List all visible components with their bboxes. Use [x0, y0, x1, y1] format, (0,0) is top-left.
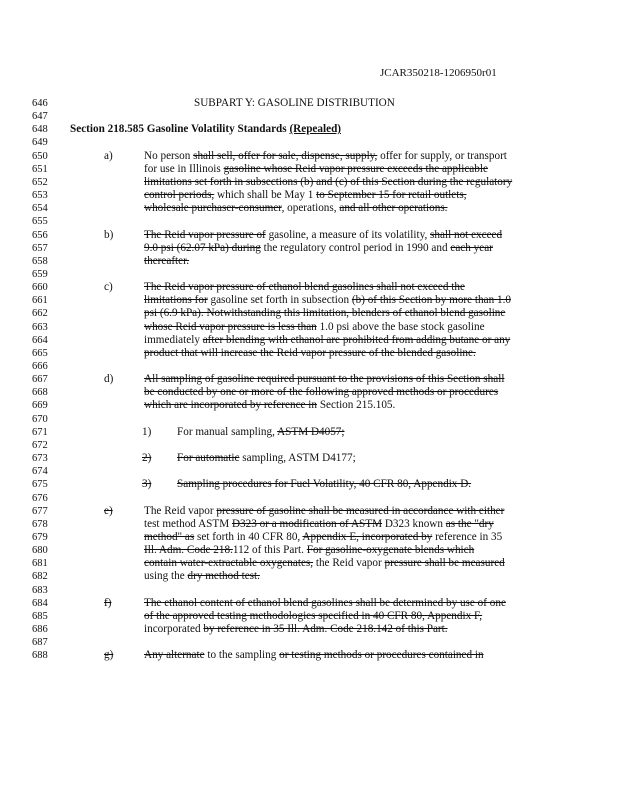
text-segment: immediately: [144, 333, 203, 346]
subsection-label: e): [104, 504, 113, 517]
line-text: [144, 202, 447, 215]
document-line: [32, 649, 592, 662]
line-number: 682: [32, 571, 48, 583]
document-line: [32, 584, 592, 597]
document-line: [32, 202, 592, 215]
line-text: [144, 610, 482, 623]
document-line: [32, 465, 592, 478]
line-number: 662: [32, 308, 48, 320]
line-number: 655: [32, 216, 48, 228]
document-line: [32, 176, 592, 189]
struck-text: by reference in 35 Ill. Adm. Code 218.142 of this Part.: [203, 623, 448, 635]
text-segment: set forth in 40 CFR 80,: [194, 530, 303, 543]
line-number: 678: [32, 518, 48, 530]
text-segment: 1.0 psi above the base stock gasoline: [316, 320, 485, 333]
struck-text: dry method test.: [187, 570, 260, 583]
document-line: [32, 386, 592, 399]
subsection-label: b): [104, 228, 114, 241]
line-text: [177, 452, 356, 465]
struck-text: of the approved testing methodologies specified in 40 CFR 80, Appendix F,: [144, 609, 483, 622]
struck-text: For gasoline-oxygenate blends which: [306, 544, 475, 557]
line-number: 668: [32, 387, 48, 399]
line-number: 676: [32, 492, 48, 504]
document-line: [32, 229, 592, 242]
subsection-label: a): [104, 149, 113, 162]
document-line: [32, 294, 592, 307]
document-line: [32, 439, 592, 452]
document-line: [32, 97, 592, 110]
struck-text: be conducted by one or more of the following approved methods or procedures: [144, 386, 499, 399]
struck-text: Sampling procedures for Fuel Volatility, 40 CFR 80, Appendix D.: [177, 478, 472, 491]
line-number: 685: [32, 610, 48, 622]
line-text: [144, 189, 467, 202]
document-line: [32, 373, 592, 386]
document-line: [32, 413, 592, 426]
subsection-label: c): [104, 281, 113, 294]
item-label: 1): [142, 425, 152, 438]
line-text: [144, 399, 395, 412]
line-text: [144, 557, 505, 570]
struck-text: control periods,: [144, 189, 215, 202]
line-text: [144, 163, 488, 176]
line-text: [144, 294, 511, 307]
text-segment: reference in 35: [432, 530, 503, 543]
document-line: [32, 557, 592, 570]
document-line: [32, 426, 592, 439]
document-line: [32, 242, 592, 255]
text-segment: (Repealed): [289, 123, 342, 136]
line-number: 654: [32, 203, 48, 215]
struck-text: D323 or a modification of ASTM: [231, 517, 383, 530]
item-label: 3): [142, 478, 152, 491]
line-number: 647: [32, 111, 48, 123]
line-number: 677: [32, 505, 48, 517]
document-line: [32, 110, 592, 123]
struck-text: The Reid vapor pressure of: [144, 228, 266, 241]
line-number: 681: [32, 558, 48, 570]
document-id: JCAR350218-1206950r01: [380, 67, 497, 79]
struck-text: limitations set forth in subsections (b) and (c) of this Section during the regulatory: [144, 175, 513, 188]
struck-text: after blending with ethanol are prohibited from adding butane or any: [202, 333, 511, 346]
struck-text: pressure shall be measured: [384, 557, 505, 570]
line-number: 660: [32, 282, 48, 294]
struck-text: and all other operations.: [339, 202, 448, 215]
line-number: 686: [32, 624, 48, 635]
line-number: 670: [32, 413, 48, 425]
struck-text: as the "dry: [445, 517, 494, 530]
text-segment: offer for supply, or transport: [377, 149, 507, 162]
line-text: [144, 347, 476, 360]
line-number: 649: [32, 137, 48, 149]
subsection-label: f): [104, 596, 112, 609]
line-text: [194, 97, 395, 110]
line-text: [144, 307, 505, 320]
text-segment: Section 215.105.: [317, 399, 396, 412]
line-text: [144, 281, 465, 294]
line-text: [177, 478, 471, 491]
line-number: 658: [32, 255, 48, 267]
line-number: 663: [32, 321, 48, 333]
line-number: 674: [32, 466, 48, 478]
struck-text: method" as: [144, 530, 195, 543]
text-segment: The Reid vapor: [144, 504, 217, 517]
document-line: [32, 492, 592, 505]
line-text: [144, 229, 502, 242]
struck-text: which are incorporated by reference in: [144, 399, 318, 412]
document-line: [32, 570, 592, 583]
struck-text: The Reid vapor pressure of ethanol blend gasolines shall not exceed the: [144, 281, 465, 294]
line-text: [144, 531, 502, 544]
line-number: 657: [32, 242, 48, 254]
struck-text: 9.0 psi (62.07 kPa) during: [144, 241, 261, 254]
line-number: 661: [32, 295, 48, 307]
document-line: [32, 255, 592, 268]
line-number: 646: [32, 98, 48, 109]
document-line: [32, 163, 592, 176]
struck-text: contain water-extractable oxygenates,: [144, 557, 314, 570]
line-text: [144, 334, 510, 347]
text-segment: sampling, ASTM D4177;: [239, 452, 356, 465]
document-line: [32, 399, 592, 412]
text-segment: SUBPART Y: GASOLINE DISTRIBUTION: [194, 97, 395, 109]
line-number: 648: [32, 124, 48, 136]
line-number: 656: [32, 229, 48, 241]
document-line: [32, 307, 592, 320]
document-line: [32, 518, 592, 531]
struck-text: each year: [450, 241, 493, 254]
item-label: 2): [142, 452, 152, 465]
struck-text: to September 15 for retail outlets,: [316, 189, 467, 202]
document-line: [32, 360, 592, 373]
document-line: [32, 347, 592, 360]
struck-text: whose Reid vapor pressure is less than: [144, 320, 317, 333]
document-line: [32, 215, 592, 228]
document-line: [32, 189, 592, 202]
text-segment: D323 known: [382, 517, 446, 530]
struck-text: For automatic: [177, 452, 240, 465]
line-number: 664: [32, 334, 48, 346]
struck-text: wholesale purchaser-consumer: [144, 202, 282, 215]
document-line: [32, 478, 592, 491]
line-number: 683: [32, 584, 48, 596]
text-segment: to the sampling: [204, 649, 280, 662]
document-line: [32, 623, 592, 636]
document-line: [32, 150, 592, 163]
struck-text: gasoline whose Reid vapor pressure exceeds the applicable: [223, 162, 488, 175]
text-segment: For manual sampling,: [177, 425, 278, 438]
line-number: 680: [32, 545, 48, 557]
line-number: 653: [32, 190, 48, 202]
line-text: [144, 505, 504, 518]
text-segment: for use in Illinois: [144, 162, 224, 175]
document-line: [32, 597, 592, 610]
struck-text: ASTM D4057;: [277, 425, 345, 438]
text-segment: the Reid vapor: [313, 557, 385, 570]
line-number: 650: [32, 150, 48, 162]
struck-text: (b) of this Section by more than 1.0: [351, 294, 511, 307]
struck-text: psi (6.9 kPa). Notwithstanding this limitation, blenders of ethanol blend gasoline: [144, 307, 506, 320]
line-number: 671: [32, 426, 48, 438]
struck-text: shall sell, offer for sale, dispense, supply,: [193, 149, 378, 162]
line-text: [144, 255, 189, 268]
document-line: [32, 636, 592, 649]
document-line: [32, 334, 592, 347]
text-segment: test method ASTM: [144, 517, 232, 530]
text-segment: Section 218.585 Gasoline Volatility Standards: [70, 123, 290, 136]
line-number: 672: [32, 439, 48, 451]
line-number: 673: [32, 453, 48, 465]
line-text: [144, 386, 498, 399]
line-text: [144, 570, 260, 583]
line-number: 679: [32, 531, 48, 543]
line-text: [144, 242, 493, 255]
struck-text: thereafter.: [144, 254, 190, 267]
document-line: [32, 505, 592, 518]
line-text: [144, 321, 485, 334]
line-text: [70, 123, 341, 136]
text-segment: using the: [144, 570, 188, 583]
struck-text: All sampling of gasoline required pursuant to the provisions of this Section shall: [144, 373, 505, 386]
document-line: [32, 268, 592, 281]
line-text: [144, 597, 506, 610]
line-text: [177, 426, 345, 439]
subsection-label: d): [104, 373, 114, 386]
line-number: 666: [32, 361, 48, 372]
line-number: 665: [32, 347, 48, 359]
document-line: [32, 136, 592, 149]
text-segment: which shall be May 1: [214, 189, 317, 202]
line-number: 687: [32, 637, 48, 649]
line-text: [144, 373, 504, 386]
line-number: 688: [32, 650, 48, 662]
line-number: 651: [32, 163, 48, 175]
document-line: [32, 321, 592, 334]
struck-text: limitations for: [144, 294, 208, 307]
text-segment: 112 of this Part.: [232, 544, 307, 557]
struck-text: Appendix E, incorporated by: [302, 530, 433, 543]
document-line: [32, 531, 592, 544]
line-number: 684: [32, 597, 48, 609]
line-number: 669: [32, 400, 48, 412]
text-segment: the regulatory control period in 1990 and: [260, 241, 451, 254]
document-line: [32, 281, 592, 294]
line-text: [144, 649, 484, 662]
line-number: 675: [32, 479, 48, 491]
text-segment: No person: [144, 149, 194, 162]
document-line: [32, 610, 592, 623]
text-segment: , operations,: [281, 202, 340, 215]
line-number: 667: [32, 374, 48, 386]
struck-text: shall not exceed: [430, 228, 503, 241]
line-text: [144, 518, 494, 531]
line-text: [144, 623, 448, 636]
line-text: [144, 150, 507, 163]
line-text: [144, 544, 474, 557]
struck-text: The ethanol content of ethanol blend gasolines shall be determined by use of one: [144, 596, 506, 609]
document-line: [32, 123, 592, 136]
text-segment: gasoline, a measure of its volatility,: [265, 228, 431, 241]
struck-text: product that will increase the Reid vapor pressure of the blended gasoline.: [144, 346, 476, 359]
text-segment: incorporated: [144, 623, 204, 635]
text-segment: gasoline set forth in subsection: [207, 294, 352, 307]
line-text: [144, 176, 512, 189]
subsection-label: g): [104, 649, 114, 662]
line-number: 652: [32, 176, 48, 188]
struck-text: Any alternate: [144, 649, 205, 662]
document-line: [32, 452, 592, 465]
struck-text: Ill. Adm. Code 218.: [144, 544, 233, 557]
struck-text: or testing methods or procedures contained in: [279, 649, 484, 662]
line-number: 659: [32, 268, 48, 280]
document-line: [32, 544, 592, 557]
struck-text: pressure of gasoline shall be measured in accordance with either: [216, 504, 505, 517]
